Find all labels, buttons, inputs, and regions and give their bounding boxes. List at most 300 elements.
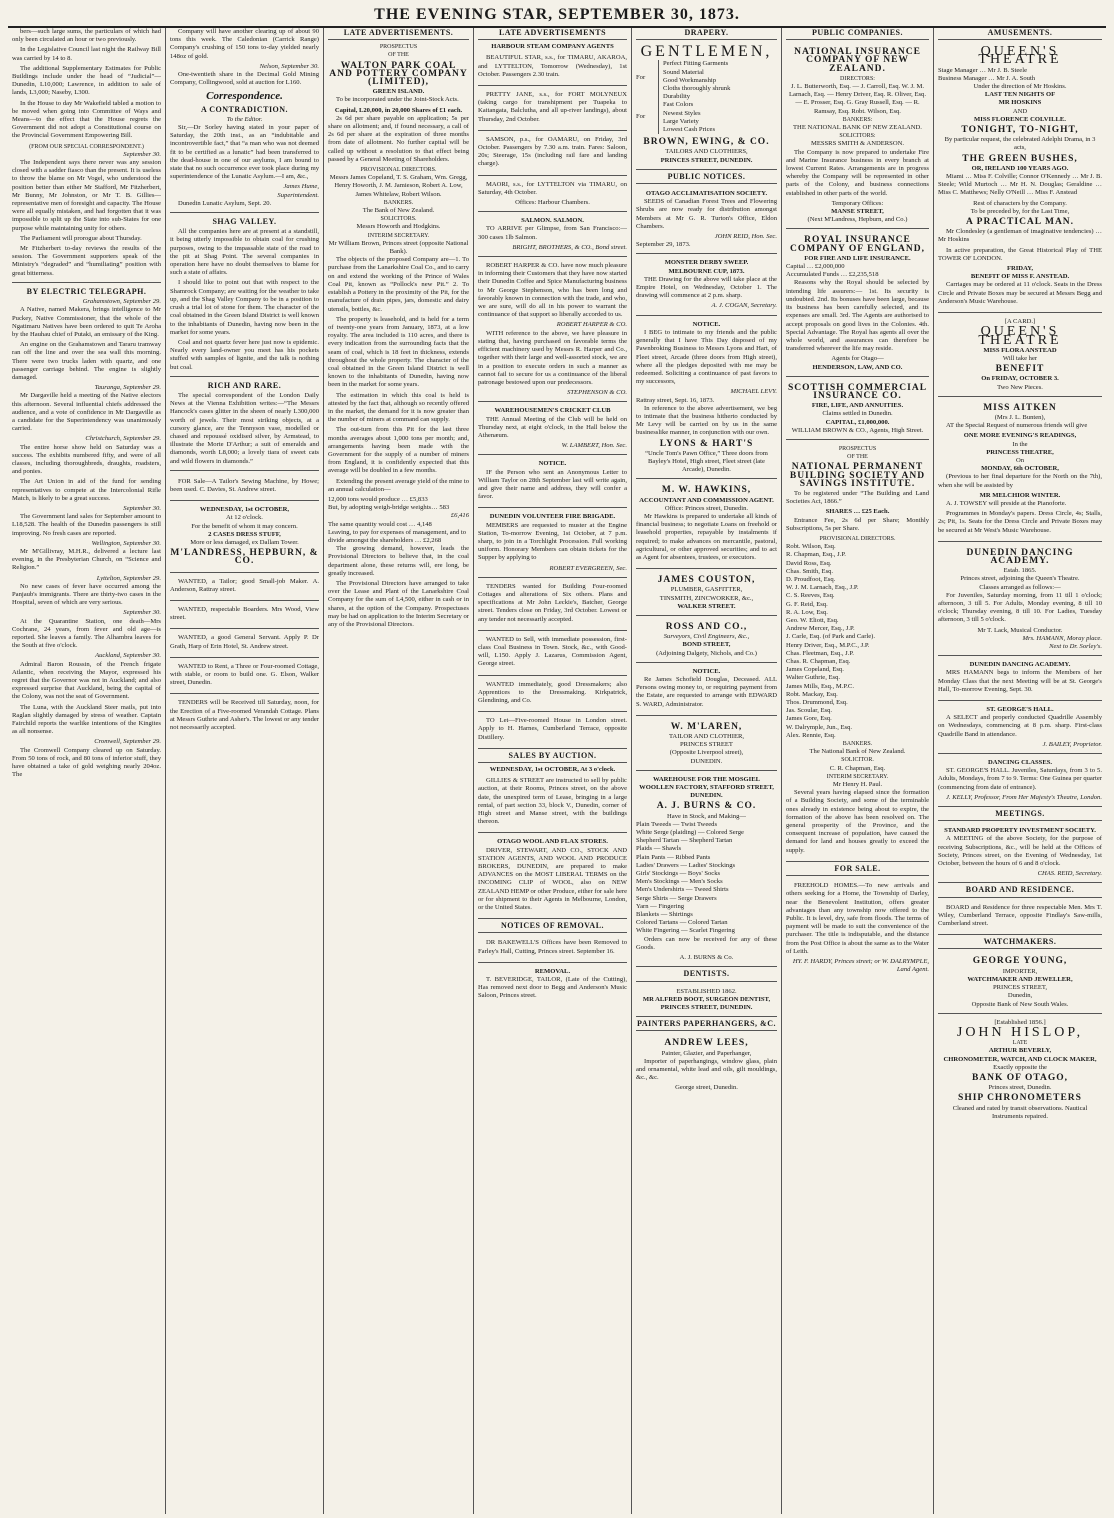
ad-text: A. J. TOWSEY will preside at the Pianoforte. [946,499,1067,507]
offices-note: (Next M'Landress, Hepburn, and Co.) [807,216,908,224]
ad-signature: Mrs. HAMANN, Moray place. [1022,634,1102,642]
firm-trade: Painter, Glazier, and Paperhanger, [661,1049,752,1057]
solicitors-heading: SOLICITOR. [841,757,874,764]
company-name: ROYAL INSURANCE COMPANY OF ENGLAND, [789,235,925,254]
dateline: Grahamstown, September 29. [82,298,161,306]
sale-item: 2 CASES DRESS STUFF, [208,530,281,538]
paragraph: Dunedin Lunatic Asylum, Sept. 20. [178,199,272,207]
director-item: Henry Driver, Esq., M.P.C., J.P. [786,641,870,649]
list-item: Newest Styles [663,109,701,117]
bill-line: AND [1012,107,1028,115]
insurance-ad [786,379,929,440]
paragraph: The additional Supplementary Estimates for Public Buildings include under the head of “Judicial”—Dunedin, L10,000; Lawrence, in addition to sale of lands, L3,000; Naseby, L300. [12,64,161,97]
dancing-ad [938,658,1102,701]
classified-ad [478,965,627,1007]
solicitors-heading: SOLICITORS: [839,133,876,140]
secretary: Mr Henry H. Paul. [832,781,883,789]
ad-text: PRETTY JANE, s.s., for FORT MOLYNEUX (taking cargo for transhipment per Tuapeka to Kaitangata, Balclutha, and all up-river landings), about Thursday, 2nd October. [478,91,627,123]
bankers: The Bank of New Zealand. [362,207,435,215]
firm-address: BANK OF OTAGO, [971,1072,1069,1083]
paragraph: Company will have another clearing up of about 90 tons this week. The Caledonian (Carrick Range) Company's crushing of 150 tons to-day yielded nearly 148oz of gold. [170,28,319,60]
play-subtitle: OR, IRELAND 100 YEARS AGO. [971,164,1069,172]
firm-name: BROWN, EWING, & CO. [643,137,770,148]
ad-text: In reference to the above advertisement, we beg to intimate that the business hitherto conducted by Mr Levy will be carried on by us in the same businesslike manner, in conjunction with our own. [636,404,777,437]
classified-ad [170,475,319,501]
list-item: Cloths thoroughly shrunk [663,85,731,93]
solicitors: Messrs Howorth and Hodgkins. [356,223,441,231]
classified-ad [478,404,627,455]
ad-heading: WAREHOUSEMEN'S CRICKET CLUB [494,407,611,415]
ad-text: WANTED, respectable Boarders. Mrs Wood, View street. [170,605,319,622]
solicitors-heading: SOLICITORS. [380,216,417,223]
ad-text: MEMBERS are requested to muster at the Engine Station, To-morrow Evening, 1st October, at 7 p.m. sharp, to join in a Torchlight Procession. Full working uniform. Honorary Members can obtain tickets for the Supper by applying to [478,521,627,562]
company-location: GREEN ISLAND. [372,88,425,96]
ad-text: TO ARRIVE per Glimpse, from San Francisco:—300 cases 1lb Salmon. [478,225,627,241]
established: ESTABLISHED 1862. [676,987,737,995]
director-item: R. A. Low, Esq. [786,608,828,616]
ad-date: Rattray street, Sept. 16, 1873. [636,396,715,404]
paragraph: To be incorporated under the Joint-Stock Acts. [336,96,459,104]
ad-heading: SALMON. SALMON. [521,217,584,225]
secretary-heading: INTERIM SECRETARY. [367,232,430,239]
director-item: Chas. R. Chapman, Esq. [786,658,851,666]
bill-line: MR HOSKINS [998,99,1042,107]
directors-heading: DIRECTORS: [840,75,875,82]
direction: Under the direction of Mr Hoskins. [973,83,1067,91]
bill-line: On FRIDAY, OCTOBER 3. [981,375,1059,383]
agents-name: WILLIAM BROWN & CO., Agents, High Street. [791,426,924,434]
list-item: Perfect Fitting Garments [663,60,729,68]
classified-ad [170,631,319,657]
secretary: Mr William Brown, Princes street (opposite National Bank). [328,239,469,256]
firm-name: ARTHUR BEVERLY, [988,1047,1052,1055]
section-header: WATCHMAKERS. [938,937,1102,949]
ad-text: A SELECT and properly conducted Quadrille Assembly on Wednesdays, commencing at 8 p.m. sharp. First-class Quadrille Band in attendance. [938,714,1102,738]
bill-line: TONIGHT, TO-NIGHT, [961,125,1079,136]
dateline: September 30. [123,609,161,617]
ad-text: ROBERT HARPER & CO. have now much pleasure in informing their Customers that they have now started their Dunedin Coffee and Spice Manufacturing business to Mr George Stephenson, who has been long and favorably known in connection with the trade, and who, we are sure, will do all in his power to warrant the continuance of that support so liberally accorded to us. [478,262,627,319]
firm-address: WALKER STREET. [677,602,736,610]
ad-heading: MELBOURNE CUP, 1873. [668,267,745,275]
ad-text: GILLIES & STREET are instructed to sell by public auction, at their Rooms, Princes street, on the above date, the unexpired term of Lease, bringing in a large rental, of part section 33, block V., Dunedin, corner of High street and Manse street, with the buildings thereon. [478,777,627,826]
firm-address: PRINCES STREET [680,741,733,749]
dancing-ad [938,544,1102,656]
masthead: THE EVENING STAR, SEPTEMBER 30, 1873. [8,4,1106,28]
ad-signature: BRIGHT, BROTHERS, & CO., Bond street. [512,243,627,251]
section-subheading: (FROM OUR SPECIAL CORRESPONDENT.) [29,143,144,150]
ad-text: WANTED, a Tailor; good Small-job Maker. A. Anderson, Rattray street. [170,577,319,593]
ad-heading: OTAGO ACCLIMATISATION SOCIETY. [645,190,768,198]
of-the-label: OF THE [388,52,409,59]
capital: CAPITAL, £1,000,000. [825,418,890,426]
divider [170,212,319,213]
paragraph: The Government land sales for September amount to L18,528. The health of the Dunedin passengers is still improving. No fresh cases are reported. [12,513,161,537]
calc-line: £6,416 [450,512,469,520]
ad-signature: JOHN REID, Hon. Sec. [714,233,777,241]
capital: Capital … £2,000,000 [786,263,845,271]
list-item: Good Workmanship [663,76,717,84]
ad-text: DR BAKEWELL'S Offices have been Removed to Farley's Hall, Cutting, Princes street. September 16. [478,939,627,955]
stock-item: Plain Pants — Ribbed Pants [636,853,711,861]
performer-name: MISS AITKEN [983,402,1057,413]
feature-list-wrap [636,58,777,136]
director-item: Geo. W. Eliott, Esq. [786,617,839,624]
classified-ad [170,603,319,629]
dateline: Christchurch, September 29. [85,435,161,443]
divider [170,376,319,377]
staff-line: Stage Manager … Mr J. B. Steele [938,66,1027,74]
stock-item: Men's Stockings — Men's Socks [636,878,723,886]
director-item: Chas. Smith, Esq. [786,567,834,575]
section-header: PAINTERS PAPERHANGERS, &C. [636,1019,777,1031]
for-label: For [636,73,646,81]
dancing-ad [938,756,1102,807]
ad-title: GENTLEMEN, [640,43,773,61]
director-item: R. Chapman, Esq., J.P. [786,551,846,559]
ad-text: Programmes in Monday's papers. Dress Circle, 4s; Stalls, 2s; Pit, 1s. Seats for the Dress Circle and Private Boxes may be secured at Mr West's Music Warehouse. [938,510,1102,534]
ad-heading: STANDARD PROPERTY INVESTMENT SOCIETY. [944,827,1096,835]
firm-name: M'LANDRESS, HEPBURN, & CO. [170,548,319,567]
ad-text: TENDERS wanted for Building Four-roomed Cottages and alterations of Six others. Plans and specifications at Mr John Leckie's, Batcher, George street. Tenders close on Friday, 3rd October. Lowest or any tender not necessarily accepted. [478,582,627,623]
column-header: LATE ADVERTISEMENTS [478,28,627,40]
ad-text: THE Drawing for the above will take place at the Empire Hotel, on Wednesday, October 1. The drawing will commence at 2 p.m. sharp. [636,275,777,300]
director-item: W. Dalrymple, Jun., Esq. [786,723,853,731]
classified-ad [478,259,627,402]
paragraph: Admiral Baron Roussin, of the French frigate Atlantic, when receiving the Mayor, expressed his regret that the Governor was not in Auckland; and also expressed surprise that Auckland, being the capital of the Colony, was not the seat of Government. [12,660,161,701]
notice-ad [636,665,777,716]
ad-text: MAORI, s.s., for LYTTELTON via TIMARU, on Saturday, 4th October. [478,180,627,196]
ad-text: SAMSON, p.s., for OAMARU, on Friday, 3rd October. Passengers by 7.30 a.m. train. Fares: Saloon, 20s; Steerage, 15s (including rail fare and landing charge). [478,135,627,168]
bill-line: Princes street, adjoining the Queen's Theatre. [960,575,1080,583]
ad-text: Reasons why the Royal should be selected by intending life assurers:— 1st. Its security is undoubted. 2nd. Its bonuses have been large, because its business has been carefully selected, and its expenses are small. 3rd. The Agents are authorised to accept proposals on good lives in the Colonies. 4th. Special Advantage. The Royal has agents all over the whole world, and assurances can therefore be transferred wherever the life may reside. [786,279,929,353]
firm-trade: TAILORS AND CLOTHIERS, [665,148,748,156]
dateline: Nelson, September 30. [259,62,319,70]
paragraph: No new cases of fever have occurred among the Panjaub's immigrants. There are thirty-two cases in the Hospital, seven of which are very serious. [12,582,161,607]
ad-text: WANTED, a good General Servant. Apply P. Dr Grath, Harp of Erin Hotel, St. Andrew street. [170,634,319,650]
for-label: For [636,112,646,120]
article-title: RICH AND RARE. [207,380,282,390]
theatre-ad [938,43,1102,313]
director-item: D. Proudfoot, Esq. [786,575,836,583]
firm-address: Exactly opposite the [993,1063,1047,1071]
bill-line: Two New Pieces. [997,383,1043,391]
firm-trade: Surveyors, Civil Engineers, &c., [663,633,750,641]
prospectus-label: PROSPECTUS [379,44,418,51]
ad-signature: A. J. COGAN, Secretary. [711,302,777,310]
paragraph: In the Legislative Council last night the Railway Bill was carried by 14 to 8. [12,46,161,62]
director-item: C. S. Reeves, Esq. [786,592,835,600]
bill-line: PRINCESS THEATRE, [986,448,1054,456]
bill-line: MISS FLORA ANSTEAD [983,346,1057,354]
meeting-ad [938,824,1102,883]
director-item: J. Carle, Esq. (of Park and Carle). [786,633,875,641]
theatre-ad [938,315,1102,397]
ad-signature: MICHAEL LEVY. [730,388,777,396]
directors-list: Messrs James Copeland, T. S. Graham, Wm. Gregg, Henry Howorth, J. M. Jamieson, Robert A. Low, James Whitelaw, Robert Wilson. [329,174,468,198]
bill-line: BENEFIT OF MISS F. ANSTEAD. [970,273,1070,281]
stock-item: Yarn — Fingering [636,902,685,910]
section-header: DENTISTS. [636,969,777,981]
article-title: A CONTRADICTION. [200,104,289,114]
ad-text: Importer of paperhangings, window glass, plain and ornamental, white lead and oils, gilt mouldings, &c., &c. [636,1057,777,1082]
feature-list [658,60,730,134]
offices-street: MANSE STREET, [831,208,884,216]
shares: SHARES … £25 Each. [825,508,890,516]
ad-heading: MONSTER DERBY SWEEP. [664,259,749,267]
paragraph: The Art Union in aid of the fund for sending representatives to compete at the Intercolonial Rifle Match, is likely to be a great success. [12,478,161,502]
section-heading: Correspondence. [206,90,283,103]
ad-text: Carriages may be ordered at 11 o'clock. Seats in the Dress Circle and Private Boxes may be secured at Messrs Begg and Anderson's Music Warehouse. [938,281,1102,305]
stock-item: Shepherd Tartan — Shepherd Tartan [636,837,733,845]
ad-text: WANTED immediately, good Dressmakers; also Apprentices to the Dressmaking. Kirkpatrick, Glendining, and Co. [478,680,627,704]
business-ad [636,1034,777,1096]
stock-item: Ladies' Drawers — Ladies' Stockings [636,861,736,869]
classified-ad [478,936,627,962]
ad-text: TENDERS will be Received till Saturday, noon, for the Erection of a Five-roomed Verandah Cottage. Plans at Messrs Guthrie and Asher's. The lowest or any tender not necessarily accepted. [170,699,319,732]
firm-trade: ACCOUNTANT AND COMMISSION AGENT. [639,496,774,504]
established: [Established 1856.] [994,1018,1046,1026]
bill-line: Rest of characters by the Company. [973,199,1067,207]
paragraph: The Parliament will prorogue about Thursday. [20,234,142,242]
business-ad [636,718,777,771]
divider [170,470,319,471]
ad-text: MRS HAMANN begs to inform the Members of her Monday Class that the next Meeting will be at St. George's Hall, To-morrow Evening, Sept. 30. [938,669,1102,693]
paragraph: The Luna, with the Auckland Steer mails, put into Raglan slightly damaged by stress of weather. Captain Fairchild reports the warlike intentions of the Kingites as all nonsense. [12,703,161,736]
shipping-ad [478,133,627,176]
ad-text: Mr Hawkins is prepared to undertake all kinds of financial business; to negotiate Loans on freehold or leasehold properties, repayable by instalments if required; to make advances on mercantile, pastoral, agricultural, or other approved securities; and to act as Agent for absentees, trustees, or executors. [636,512,777,561]
bill-line: On [1015,456,1025,464]
director-item: Thos. Drummond, Esq. [786,699,848,707]
auction-ad [170,503,319,572]
dateline: September 30. [123,150,161,158]
director-item: James Copeland, Esq. [786,666,844,674]
firm-address: DUNEDIN. [690,757,723,765]
ad-signature: W. LAMBERT, Hon. Sec. [561,442,627,450]
firm-trade: TAILOR AND CLOTHIER, [668,733,745,741]
director-item: Alex. Rennie, Esq. [786,731,836,739]
sale-item: More or less damaged, ex Dallam Tower. [190,538,299,546]
ad-text: DRIVER, STEWART, AND CO., STOCK AND STATION AGENTS, AND WOOL AND PRODUCE BROKERS, DUNEDIN, are prepared to make ADVANCES on the MOST LIBERAL TERMS on the INCOMING CLIP of WOOL, also on NEW ZEALAND HEMP or other Produce, either for sale here or for shipment to their Agents in Melbourne, London, or the United States. [478,846,627,912]
stock-item: Serge Shirts — Serge Drawers [636,894,717,902]
section-header: PUBLIC NOTICES. [636,172,777,184]
secretary-heading: INTERIM SECRETARY. [826,773,889,780]
column-2 [166,28,324,1514]
director-item: W. J. M. Larnach, Esq., J.P. [786,584,859,592]
bill-line: In the [1012,440,1028,448]
bill-line: ONE MORE EVENING'S READINGS, [963,432,1077,440]
ad-text: Re James Schofield Douglas, Deceased. ALL Persons owing money to, or requiring payment from the Estate, are requested to arrange with EDWARD S. WARD, Administrator. [636,676,777,708]
bill-line: LAST TEN NIGHTS OF [984,91,1056,99]
agents-name: HENDERSON, LAW, AND CO. [812,363,903,371]
ad-text: BEAUTIFUL STAR, s.s., for TIMARU, AKAROA, and LYTTELTON, Tomorrow (Wednesday), 1st October. Passengers 2.30 train. [478,54,627,78]
bill-line: (Mrs J. L. Bunten), [994,413,1046,421]
bill-line: MONDAY, 6th OCTOBER, [981,465,1059,473]
auction-ad [478,774,627,833]
ad-text: AT the Special Request of numerous friends will give [946,422,1088,430]
ad-signature: ROBERT HARPER & CO. [556,321,627,329]
hall-name: ST. GEORGE'S HALL. [986,706,1054,714]
list-item: Sound Material [663,68,704,76]
sale-date: WEDNESDAY, 1st OCTOBER, [199,506,290,514]
business-ad [636,571,777,616]
sale-date: WEDNESDAY, 1st OCTOBER, At 3 o'clock. [489,766,616,774]
article-subtitle: To the Editor. [226,115,263,123]
calc-line: The same quantity would cost … 4,148 [328,520,432,528]
business-ad [636,985,777,1018]
firm-address: Princes street, Dunedin. [988,1084,1052,1092]
section-header: MEETINGS. [938,809,1102,821]
ad-text: A MEETING of the above Society, for the purpose of receiving Subscriptions, &c., will be held at the Offices of Society, Princes street, on the Evening of Wednesday, 1st October, between the hours of 6 and 8 o'clock. [938,835,1102,868]
column-header: PUBLIC COMPANIES. [786,28,929,40]
ad-text: Several years having elapsed since the formation of a Building Society, and some of the terminable ones already in existence being about to expire, the formation of the above has been resolved on. The general prosperity of the Province, and the consequent increase of population, have caused the demand for land and houses greatly to exceed the supply. [786,789,929,854]
business-ad [636,481,777,569]
sale-for: For the benefit of whom it may concern. [191,522,298,530]
director-item: David Ross, Esq. [786,559,832,567]
ad-date: September 29, 1873. [636,241,691,249]
dateline: Wellington, September 30. [91,539,161,547]
paragraph: Coal and not quartz fever here just now is epidemic. Nearly every land-owner you meet has his pockets stuffed with samples of lignite, and the talk is nothing but coal. [170,338,319,371]
paragraph: The estimation in which this coal is held is attested by the fact that, although so recently offered in the market, the demand for it is now greater than the number of miners at command can supply. [328,391,469,424]
ad-signature: J. BAILEY, Proprietor. [1042,740,1102,748]
shipping-ad [478,178,627,213]
list-item: Lowest Cash Prices [663,126,716,134]
column-3 [324,28,474,1514]
sale-time: At 12 o'clock. [226,514,263,522]
bill-line: Mr T. Lack, Musical Conductor. [977,626,1063,634]
ad-text: TO Let—Five-roomed House in London street. Apply to H. Harnes, Cumberland Terrace, opposite Distillery. [478,717,627,741]
firm-trade: CHRONOMETER, WATCH, AND CLOCK MAKER, [943,1055,1097,1063]
insurance-ad [786,231,929,376]
firm-name: GEORGE YOUNG, [972,956,1068,967]
column-6 [782,28,934,1514]
funds: Accumulated Funds … £2,235,518 [786,271,879,279]
classified-ad [478,510,627,577]
firm-address: BOND STREET, [682,641,731,649]
ad-text: SEEDS of Canadian Forest Trees and Flowering Shrubs are now ready for distribution amongst Members at Mr G. R. Turton's Office, Eldon Chambers. [636,198,777,230]
ad-heading: DANCING CLASSES. [987,759,1053,767]
academy-name: DUNEDIN DANCING ACADEMY. [969,661,1071,669]
firm-name: ROSS AND CO., [665,621,748,632]
play-title: THE GREEN BUSHES, [962,153,1078,164]
theatre-name: QUEEN'S THEATRE [978,44,1062,68]
bill-line: Will take her [1002,354,1038,362]
paragraph: The Independent says there never was any session closed with a sadder fiasco than the present. It is useless to throw the blame on Mr Vogel, who understood the position better than either Mr Stafford, Mr Fitzherbert, Mr Bunny, Mr Johnston, or Mr T. B. Gillies—representative men of foresight and capacity. The House were all equally mistaken, and had forgotten that it was impossible to split up the State into sub-States for one purpose while maintaining unity for others. [12,159,161,232]
director-item: James Gore, Esq. [786,715,832,723]
company-tagline: FIRE, LIFE, AND ANNUITIES. [811,402,904,410]
paragraph: The objects of the proposed Company are—1. To purchase from the Lanarkshire Coal Co., and to carry on and extend the working of the Prince of Wales Coal Pit, known as “Pollock's new Pit.” 2. To establish a Pottery in the proximity of the Pit, for the manufacture of drain pipes, jars, domestic and dairy utensils, bottles, &c. [328,256,469,313]
drapery-ad [636,43,777,170]
column-header: DRAPERY. [636,28,777,40]
classified-ad [478,678,627,713]
stock-item: Men's Undershirts — Tweed Shirts [636,886,729,894]
classified-ad [786,879,929,978]
bill-line: FRIDAY, [1006,265,1034,273]
ad-signature: CHAS. REID, Secretary. [1037,870,1102,878]
offices-label: Temporary Offices: [831,199,884,207]
bill-line: Estab. 1865. [1003,567,1037,575]
column-4 [474,28,632,1514]
stock-item: Blankets — Shirtings [636,911,693,919]
ad-text: Orders can now be received for any of these Goods. [636,935,777,951]
ad-text: (Previous to her final departure for the North on the 7th), when she will be assisted by [938,473,1102,489]
paragraph: The Provisional Directors have arranged to take over the Lease and Plant of the Lanarkshire Coal Company for the sum of L4,500, either in cash or in shares, at the option of the Company. Prospectuses may be had on application to the Interim Secretary or any of the Provisional Directors. [328,580,469,629]
shipping-ad [478,88,627,131]
article-title: SHAG VALLEY. [212,217,277,227]
shipping-ad [478,51,627,86]
paragraph: A Native, named Makera, brings intelligence to Mr Puckey, Native Commissioner, that the whole of the Ngatimaru Natives have been ordered to quit Te Aroha by the Hauhau chief of Putaki, an emissary of the King. [12,306,161,338]
ad-text: For Juveniles, Saturday morning, from 11 till 1 o'clock; afternoon, 3 till 5. For Adults, Monday evening, 8 till 10 o'clock; Thursday evening, 8 till 10. For Ladies, Tuesday afternoon, 3 till 5 o'clock. [938,591,1102,624]
company-name: SCOTTISH COMMERCIAL INSURANCE CO. [787,382,928,401]
company-name: WALTON PARK COAL AND POTTERY COMPANY (LIMITED), [329,60,468,88]
paragraph: Mr Fitzherbert to-day reviews the results of the session. The Government supporters speak of the Ministry's “degraded” and “humiliating” position with great bitterness. [12,245,161,277]
ad-text: THE Annual Meeting of the Club will be held on Thursday next, at eight o'clock, in the Hall below the Athenæum. [478,415,627,439]
ad-signature: STEPHENSON & CO. [567,389,627,397]
section-header: NOTICES OF REMOVAL. [478,921,627,933]
ad-heading: HARBOUR STEAM COMPANY AGENTS [491,43,614,51]
firm-name: MR ALFRED BOOT, SURGEON DENTIST, PRINCES STREET, DUNEDIN. [642,995,771,1011]
solicitors: MESSRS SMITH & ANDERSON. [810,140,905,148]
paragraph: The property is leasehold, and is held for a term of twenty-one years from January, 1873, at a low royalty. The area included is 110 acres, and there is every indication from the surrounding facts that the seam of coal, which is 18 feet in thickness, extends throughout the whole property. The character of the coal obtained in the Green Island District is well known to the inhabitants of Dunedin, having now been in the market for some years. [328,315,469,389]
firm-trade: TINSMITH, ZINCWORKER, &c., [659,594,754,602]
ad-heading: WAREHOUSE FOR THE MOSGIEL WOOLLEN FACTORY, STAFFORD STREET, DUNEDIN. [639,775,774,800]
dateline: Auckland, September 30. [95,652,161,660]
firm-specialty: SHIP CHRONOMETERS [958,1093,1082,1104]
ad-text: T. BEVERIDGE, TAILOR, (Late of the Cutting), Has removed next door to Begg and Anderson's Music Saloon, Princes street. [478,976,627,1000]
firm-address: Opposite Bank of New South Wales. [971,1000,1069,1008]
ad-text: WANTED to Rent, a Three or Four-roomed Cottage, with stable, or room to build one. G. Elson, Walker street, Dunedin. [170,662,319,687]
firm-name: LYONS & HART'S [659,438,754,449]
calc-line: But, by adopting weigh-bridge weights… 583 [328,504,450,512]
director-item: Robt. Wilson, Esq. [786,543,836,551]
firm-address: (Opposite Liverpool street), [669,749,744,757]
cast: Mr Clondesley (a gentleman of imaginative tendencies) … Mr Hoskins [938,228,1102,244]
director-item: Andrew Mercer, Esq., J.P. [786,625,855,633]
ad-signature: ROBERT EVERGREEN, Sec. [549,564,627,572]
business-ad [636,618,777,663]
list-item: Durability [663,93,691,101]
bankers-heading: BANKERS: [842,116,873,123]
firm-name: ANDREW LEES, [664,1038,749,1049]
dateline: Tauranga, September 29. [94,384,161,392]
bill-line: To be preceded by, for the Last Time, [970,207,1070,215]
column-header: AMUSEMENTS. [938,28,1102,40]
firm-name: JOHN HISLOP, [956,1024,1084,1040]
bankers: The National Bank of New Zealand. [809,748,906,756]
academy-name: DUNEDIN DANCING ACADEMY. [966,547,1074,566]
column-1 [8,28,166,1514]
director-item: Jas. Scoular, Esq. [786,707,833,715]
bill-line: In active preparation, the Great Historical Play of THE TOWER OF LONDON. [938,246,1102,262]
paragraph: At the Quarantine Station, one death—Mrs Cochrane, 24 years, from fever and old age—is reported. She leaves a family. The Alhambra leaves for the South at five o'clock. [12,617,161,650]
ad-heading: NOTICE. [692,667,721,675]
notice-ad [636,187,777,254]
director-item: Walter Guthrie, Esq. [786,674,841,682]
paragraph: The special correspondent of the London Daily News at the Vienna Exhibition writes:—“The Messrs Hancock's cases glitter in the sheen of nearly L300,000 worth of jewels. Their most striking objects, at a cursory glance, are the Tennyson vase, modelled or chased and repoussé oxidised silver, by Armstead, to illustrate the Morte D'Arthur; a suit of emeralds and diamonds, worth L8,000; a lovely tiara of sweet cats and wild flowers in diamonds.” [170,391,319,465]
ad-heading: DUNEDIN VOLUNTEER FIRE BRIGADE. [489,513,616,521]
paragraph: All the companies here are at present at a standstill, it being utterly impossible to obtain coal for crushing purposes, owing to the impassable state of the road to the pit at Shag Point. The several companies in operation here have no doubt themselves to blame for such a state of affairs. [170,228,319,277]
classified-ad [478,580,627,631]
paragraph: The out-turn from this Pit for the last three months averages about 1,000 tons per month; and, arrangements having been made with the Government for the supply of a number of miners from England, it is confidently expected that this average will be doubled in a few months. [328,426,469,475]
section-header: BOARD AND RESIDENCE. [938,885,1102,897]
notice-ad [636,256,777,315]
business-ad [938,952,1102,1013]
paragraph: Mr M'Gillivray, M.H.R., delivered a lecture last evening, in the Presbyterian Church, on “Science and Religion.” [12,547,161,572]
calc-line: 12,000 tons would produce … £5,833 [328,495,428,503]
firm-note: Cleaned and rated by transit observations. Nautical Instruments repaired. [952,1104,1088,1120]
firm-trade: PLUMBER, GASFITTER, [670,586,743,594]
ad-text: I BEG to intimate to my friends and the public generally that I have This Day disposed of my Pawnbroking Business to Messrs Lyons and Hart, of Fleet street, Arcade (three doors from High street), where all the pledges deposited with me may be redeemed. Soliciting a continuance of past favors to my successors, [636,328,777,386]
ad-text: ST. GEORGE'S HALL. Juveniles, Saturdays, from 3 to 5. Adults, Mondays, from 7 to 9. Terms: One Guinea per quarter (commencing from date of entrance). [938,767,1102,791]
